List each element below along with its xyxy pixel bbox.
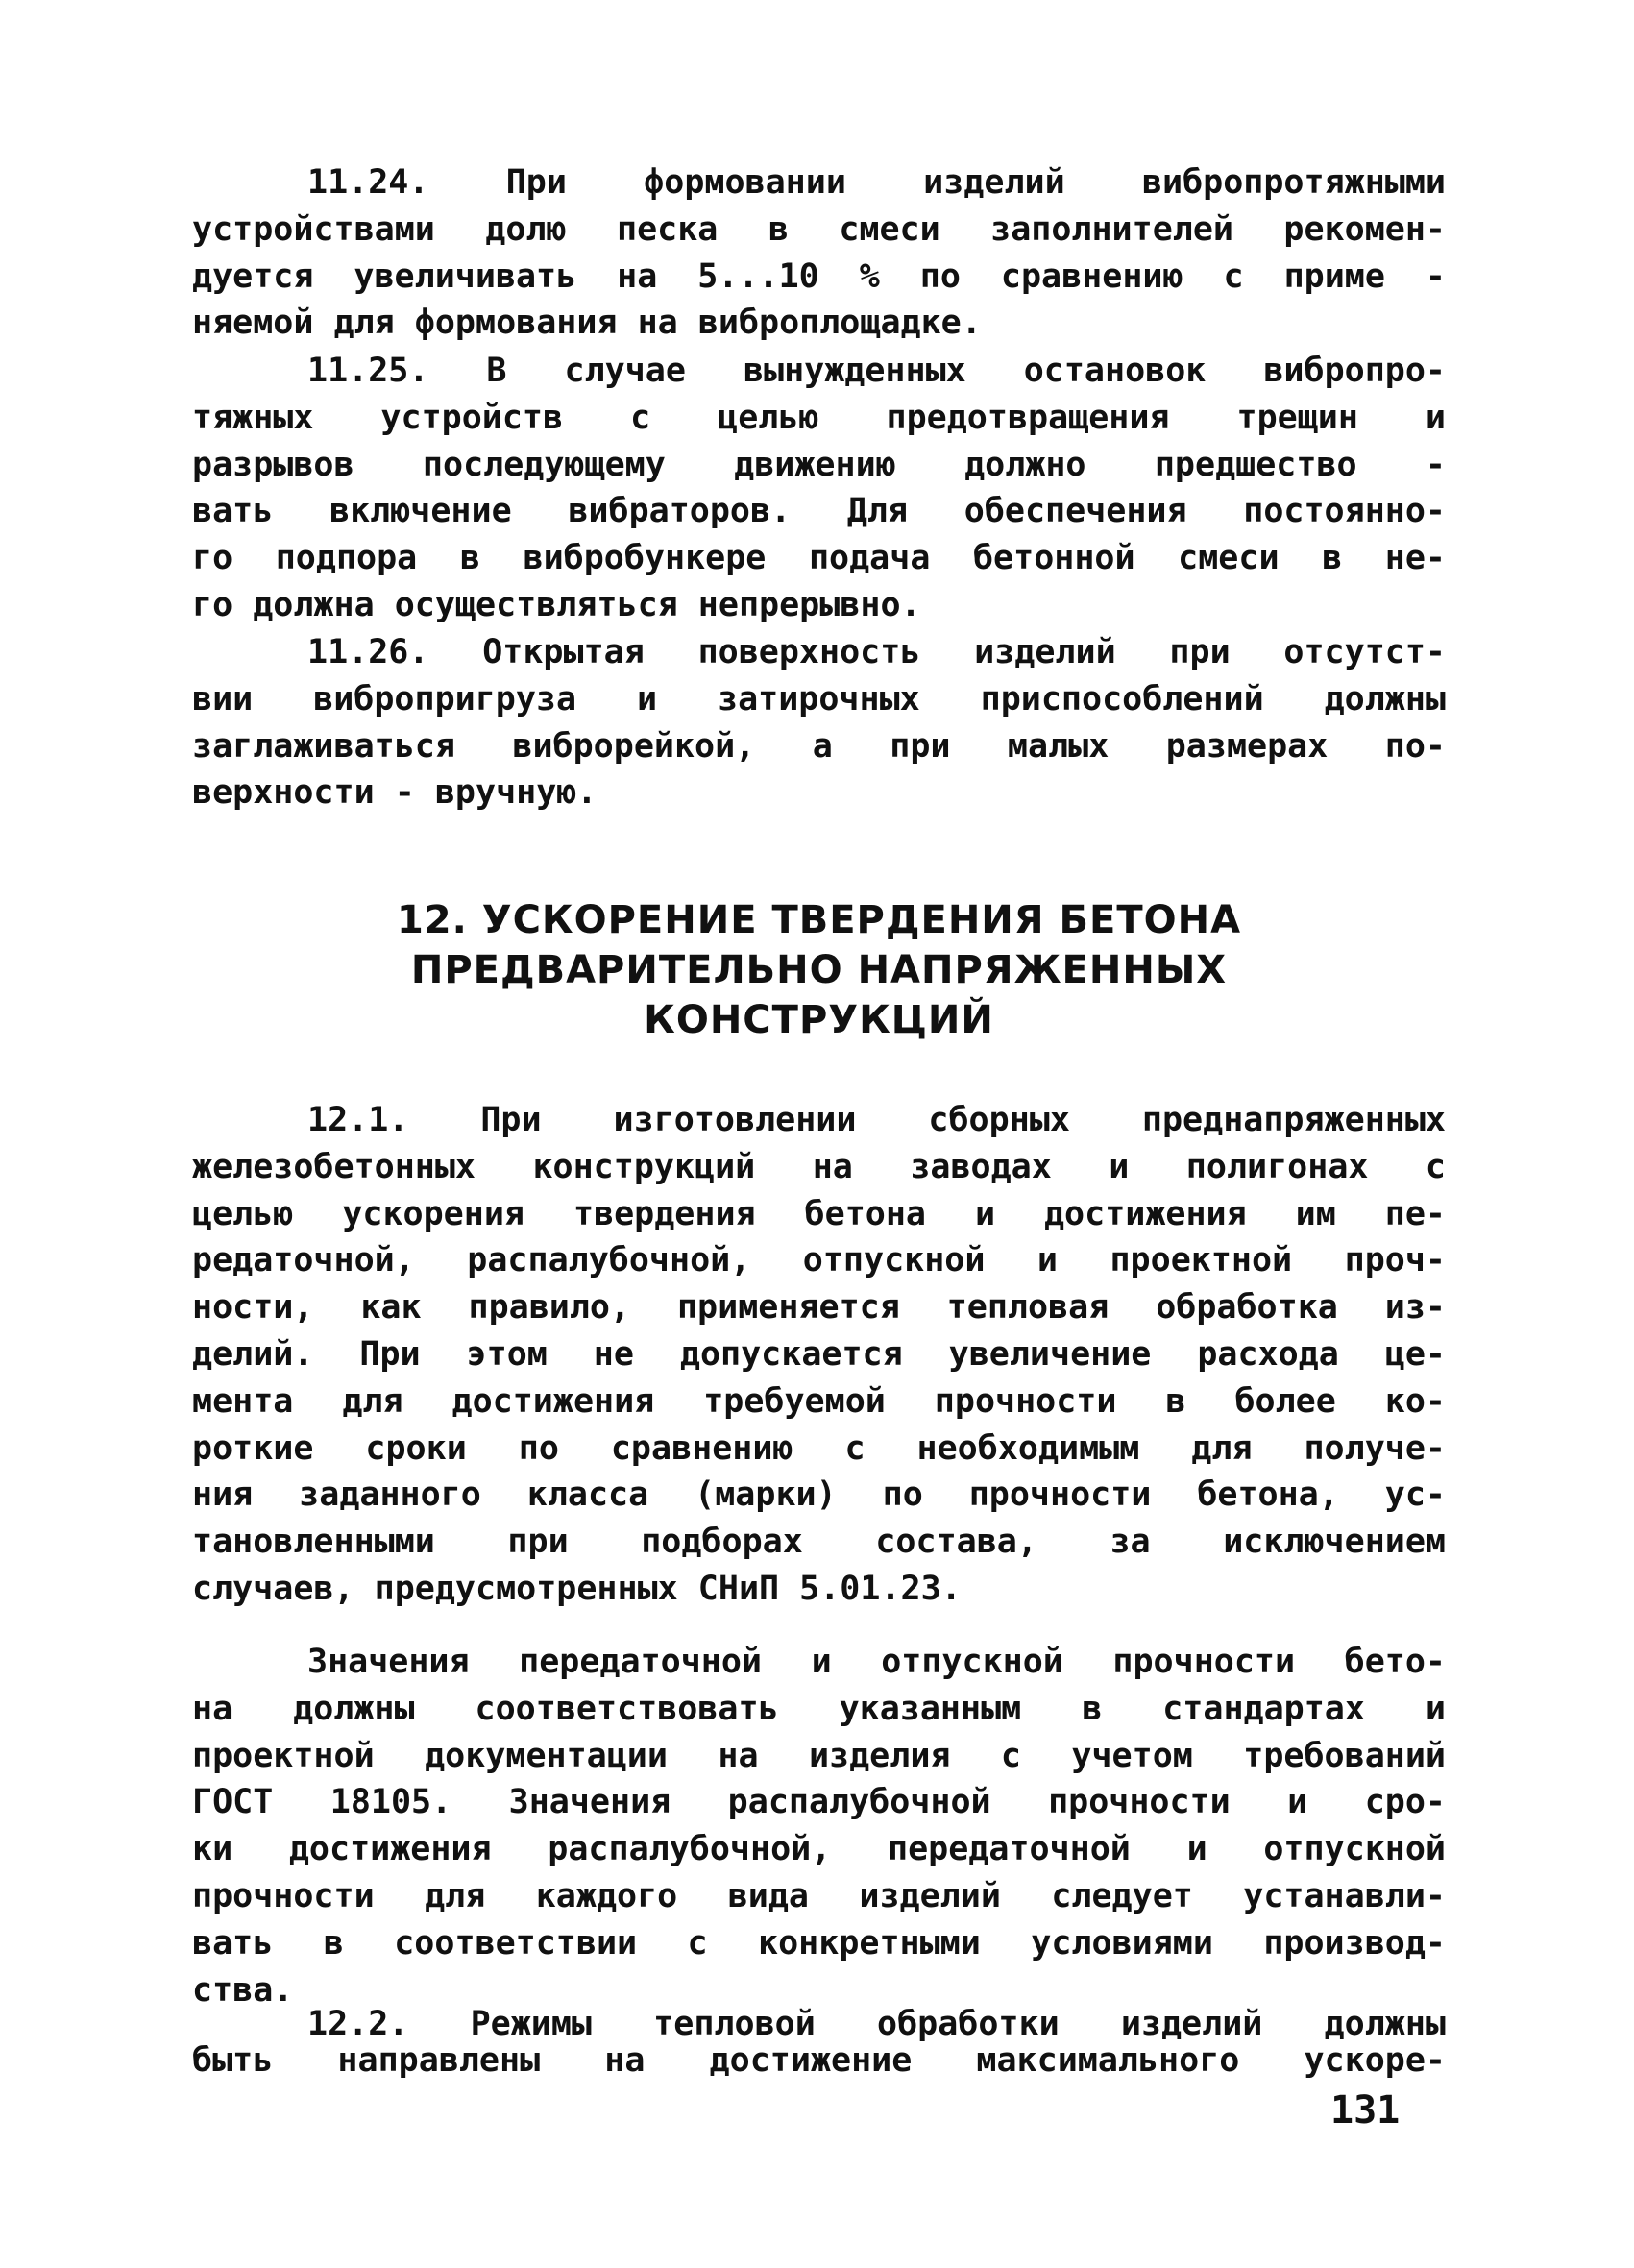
heading-line: 12. УСКОРЕНИЕ ТВЕРДЕНИЯ БЕТОНА [396, 898, 1242, 942]
paragraph-11-24 [192, 159, 1446, 347]
text-line: ния заданного класса (марки) по прочности бетона, ус- [192, 1475, 1446, 1515]
text-line: целью ускорения твердения бетона и достижения им пе- [192, 1194, 1446, 1233]
text-line: верхности - вручную. [192, 773, 598, 813]
section-heading [192, 895, 1446, 1045]
text-line: 11.26. Открытая поверхность изделий при отсутст- [307, 633, 1446, 671]
text-line: 12.2. Режимы тепловой обработки изделий должны [307, 2005, 1446, 2043]
text-line: мента для достижения требуемой прочности в более ко- [192, 1381, 1446, 1421]
text-line: вии вибропригруза и затирочных приспособлений должны [192, 679, 1446, 719]
text-line: на должны соответствовать указанным в стандартах и [192, 1689, 1446, 1728]
text-line: 11.24. При формовании изделий вибропротяжными [307, 163, 1446, 202]
paragraph-11-26 [192, 629, 1446, 817]
text-line: ГОСТ 18105. Значения распалубочной прочности и сро- [192, 1783, 1446, 1822]
text-line: ности, как правило, применяется тепловая обработка из- [192, 1288, 1446, 1328]
text-line: устройствами долю песка в смеси заполнителей рекомен- [192, 209, 1446, 249]
text-line: вать в соответствии с конкретными условиями производ- [192, 1923, 1446, 1963]
text-line: делий. При этом не допускается увеличение расхода це- [192, 1334, 1446, 1374]
text-line: Значения передаточной и отпускной прочности бето- [307, 1643, 1446, 1681]
text-line: редаточной, распалубочной, отпускной и проектной проч- [192, 1241, 1446, 1280]
heading-line: КОНСТРУКЦИЙ [644, 998, 994, 1042]
text-line: тановленными при подборах состава, за исключением [192, 1523, 1446, 1562]
paragraph-12-2 [192, 2001, 1446, 2085]
text-line: разрывов последующему движению должно предшество - [192, 445, 1446, 484]
text-line: случаев, предусмотренных СНиП 5.01.23. [192, 1569, 962, 1608]
page-number: 131 [1330, 2088, 1401, 2133]
paragraph-12-1-values [192, 1639, 1446, 2010]
text-line: го подпора в вибробункере подача бетонной смеси в не- [192, 539, 1446, 578]
text-line: проектной документации на изделия с учетом требований [192, 1736, 1446, 1775]
text-line: 11.25. В случае вынужденных остановок вибропро- [307, 352, 1446, 390]
text-line: железобетонных конструкций на заводах и полигонах с [192, 1147, 1446, 1186]
text-line: дуется увеличивать на 5...10 % по сравнению с приме - [192, 256, 1446, 296]
paragraph-12-1 [192, 1097, 1446, 1613]
text-line: быть направлены на достижение максимального ускоре- [192, 2041, 1446, 2080]
heading-line: ПРЕДВАРИТЕЛЬНО НАПРЯЖЕННЫХ [410, 948, 1228, 992]
text-line: ства. [192, 1970, 294, 2010]
text-line: заглаживаться виброрейкой, а при малых размерах по- [192, 726, 1446, 766]
text-line: го должна осуществляться непрерывно. [192, 585, 921, 624]
paragraph-11-25 [192, 348, 1446, 629]
text-line: тяжных устройств с целью предотвращения трещин и [192, 398, 1446, 437]
text-line: прочности для каждого вида изделий следует устанавли- [192, 1876, 1446, 1915]
text-line: няемой для формования на виброплощадке. [192, 304, 982, 343]
text-line: роткие сроки по сравнению с необходимым для получе- [192, 1428, 1446, 1468]
text-line: вать включение вибраторов. Для обеспечения постоянно- [192, 492, 1446, 531]
text-line: 12.1. При изготовлении сборных преднапряженных [307, 1101, 1446, 1139]
text-line: ки достижения распалубочной, передаточной и отпускной [192, 1830, 1446, 1869]
